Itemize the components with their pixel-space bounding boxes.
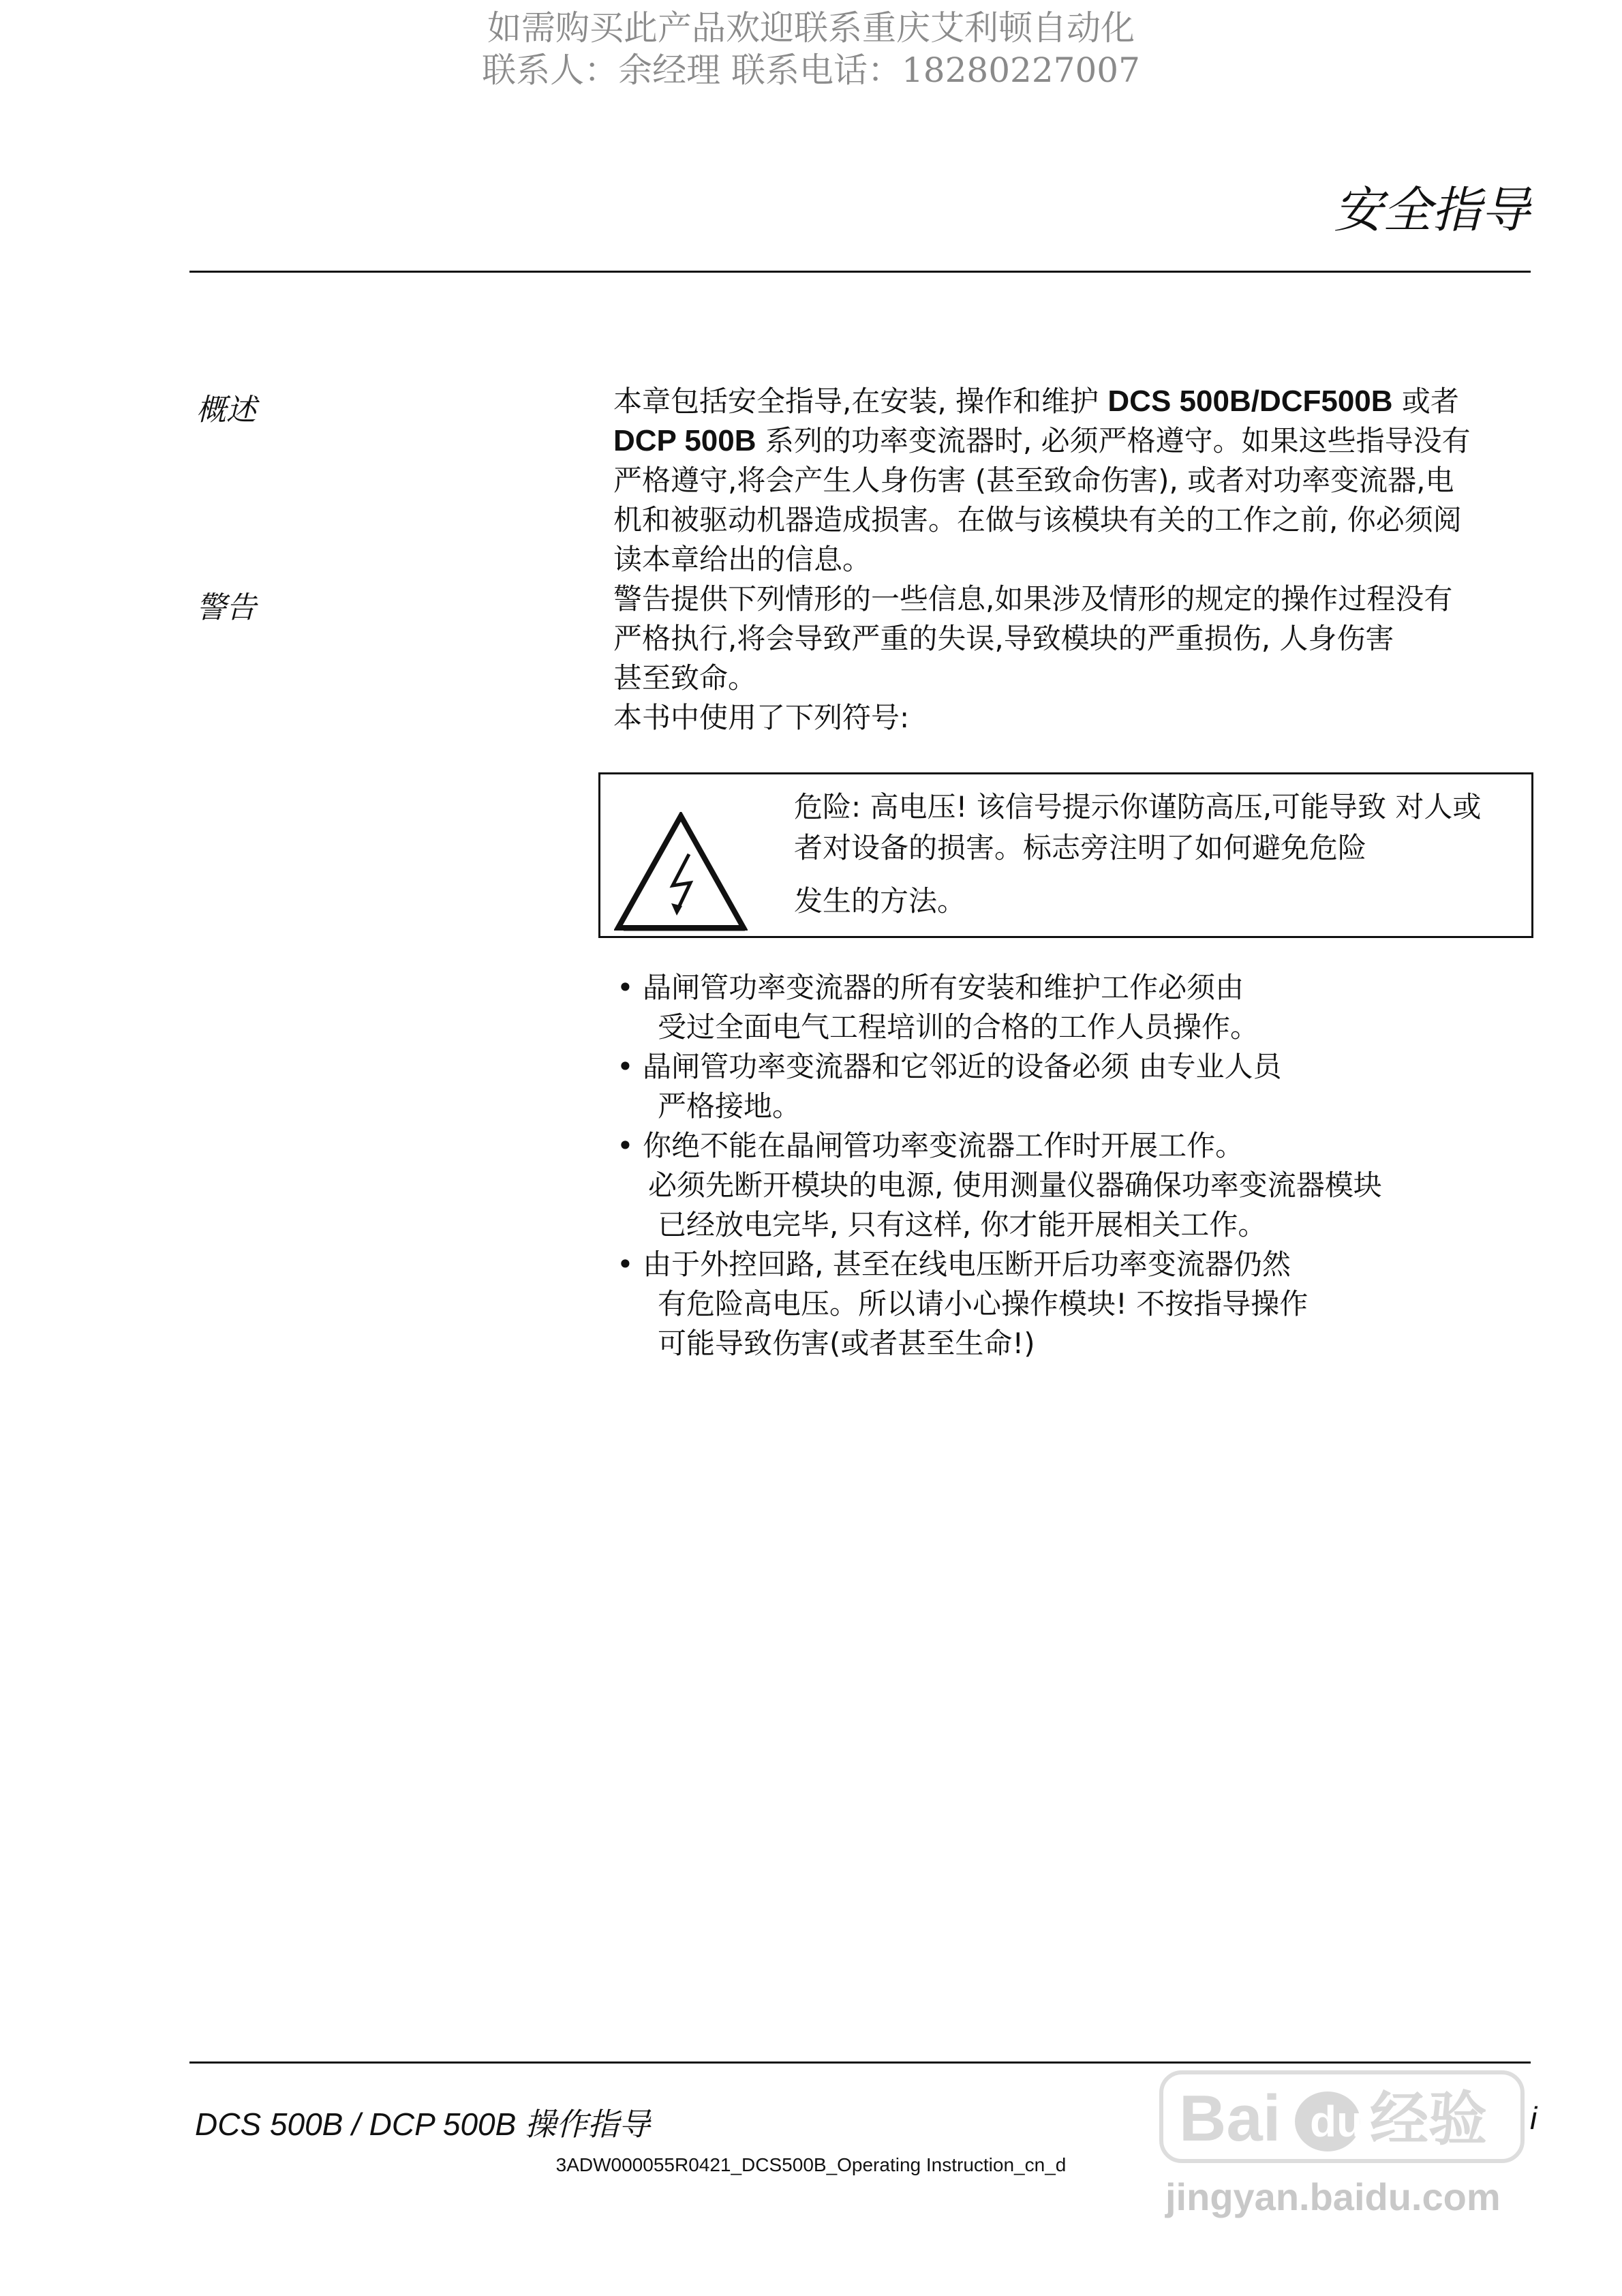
overview-text	[613, 382, 1527, 579]
danger-line: 者对设备的损害。标志旁注明了如何避免危险	[794, 831, 1367, 864]
list-item: • 由于外控回路, 甚至在线电压断开后功率变流器仍然 有危险高电压。所以请小心操作模块! 不按指导操作 可能导致伤害(或者甚至生命!)	[617, 1248, 1309, 1360]
overview-line: 读本章给出的信息。	[613, 543, 872, 576]
svg-text:du: du	[1310, 2097, 1364, 2146]
warning-text	[613, 579, 1527, 738]
warning-line: 本书中使用了下列符号:	[613, 701, 910, 734]
watermark-line-1: 如需购买此产品欢迎联系重庆艾利顿自动化	[487, 8, 1135, 48]
footer-title: DCS 500B / DCP 500B 操作指导	[195, 2106, 651, 2142]
footer-divider	[189, 2061, 1531, 2064]
warning-line: 警告提供下列情形的一些信息,如果涉及情形的规定的操作过程没有	[613, 582, 1453, 616]
watermark-line-2: 联系人：余经理 联系电话：18280227007	[482, 50, 1140, 90]
warning-line: 甚至致命。	[613, 661, 757, 695]
overview-line: DCP 500B 系列的功率变流器时, 必须严格遵守。如果这些指导没有	[613, 424, 1471, 457]
svg-text:Bai: Bai	[1179, 2082, 1281, 2155]
danger-line: 发生的方法。	[794, 884, 966, 918]
list-item: • 晶闸管功率变流器的所有安装和维护工作必须由 受过全面电气工程培训的合格的工作人员操作。	[617, 971, 1259, 1044]
safety-bullet-list	[617, 968, 1382, 1363]
warning-line: 严格执行,将会导致严重的失误,导致模块的严重损伤, 人身伤害	[613, 622, 1394, 655]
list-item: • 你绝不能在晶闸管功率变流器工作时开展工作。 必须先断开模块的电源, 使用测量仪器确保功率变流器模块 已经放电完毕, 只有这样, 你才能开展相关工作。	[617, 1129, 1382, 1241]
document-id: 3ADW000055R0421_DCS500B_Operating Instruction_cn_d	[555, 2154, 1067, 2175]
overview-line: 本章包括安全指导,在安装, 操作和维护 DCS 500B/DCF500B 或者	[613, 384, 1459, 418]
page-number: i	[1530, 2100, 1537, 2136]
header-divider	[189, 271, 1531, 273]
danger-box	[598, 772, 1533, 938]
list-item: • 晶闸管功率变流器和它邻近的设备必须 由专业人员 严格接地。	[617, 1050, 1282, 1123]
high-voltage-warning-icon	[614, 812, 748, 932]
danger-line: 危险: 高电压! 该信号提示你谨防高压,可能导致 对人或	[794, 790, 1482, 824]
svg-text:经验: 经验	[1370, 2085, 1487, 2154]
overview-label: 概述	[196, 393, 256, 427]
overview-line: 机和被驱动机器造成损害。在做与该模块有关的工作之前, 你必须阅	[613, 503, 1462, 537]
baidu-url: jingyan.baidu.com	[1165, 2175, 1501, 2218]
baidu-jingyan-logo-icon	[1159, 2066, 1527, 2168]
page-title: 安全指导	[1333, 181, 1530, 239]
overview-line: 严格遵守,将会产生人身伤害 (甚至致命伤害), 或者对功率变流器,电	[613, 464, 1454, 497]
warning-label: 警告	[196, 590, 256, 625]
danger-text	[794, 787, 1481, 922]
watermark-header	[0, 7, 1622, 91]
